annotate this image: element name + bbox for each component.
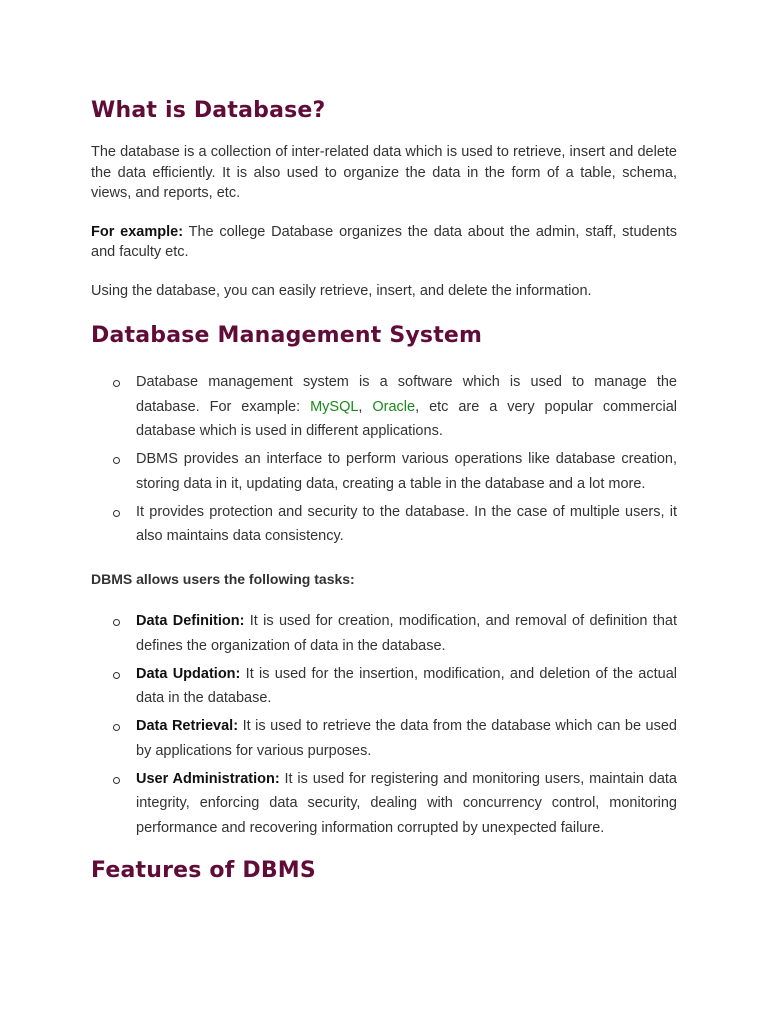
task-text: It is used to retrieve the data from the database which can be used by applications for various purposes.	[136, 718, 677, 759]
usage-paragraph: Using the database, you can easily retrieve, insert, and delete the information.	[91, 282, 592, 299]
list-item	[91, 370, 677, 444]
list-item	[91, 500, 677, 549]
circle-bullet-icon	[113, 457, 120, 464]
list-item-text: It provides protection and security to the database. In the case of multiple users, it also maintains data consistency.	[136, 503, 677, 544]
dbms-tasks-list	[91, 609, 677, 840]
task-label: Data Updation:	[136, 665, 241, 682]
dbms-description-list	[91, 370, 677, 549]
circle-bullet-icon	[113, 619, 120, 626]
circle-bullet-icon	[113, 510, 120, 517]
circle-bullet-icon	[113, 380, 120, 387]
tasks-title: DBMS allows users the following tasks:	[91, 570, 355, 587]
document-content	[91, 96, 677, 886]
circle-bullet-icon	[113, 777, 120, 784]
heading-dbms: Database Management System	[91, 323, 483, 348]
list-item-comma: ,	[358, 398, 373, 415]
example-label: For example:	[91, 223, 184, 240]
task-text: It is used for the insertion, modification, and deletion of the actual data in the database.	[136, 665, 678, 706]
oracle-link[interactable]: Oracle	[372, 398, 416, 415]
circle-bullet-icon	[113, 724, 120, 731]
list-item-text: Database management system is a software which is used to manage the database. For example:	[136, 374, 677, 415]
task-item-data-definition	[91, 609, 677, 658]
task-item-user-administration	[91, 767, 677, 841]
list-item-text-end: , etc are a very popular commercial database which is used in different applications.	[136, 398, 677, 439]
heading-features-of-dbms: Features of DBMS	[91, 858, 316, 883]
circle-bullet-icon	[113, 672, 120, 679]
task-text: It is used for registering and monitoring users, maintain data integrity, enforcing data security, dealing with concurrency control, monitoring performance and recovering information corrupted by unexpected failure.	[136, 770, 677, 836]
task-item-data-retrieval	[91, 714, 677, 763]
heading-what-is-database: What is Database?	[91, 98, 326, 123]
list-item-text: DBMS provides an interface to perform various operations like database creation, storing data in it, updating data, creating a table in the database and a lot more.	[136, 451, 677, 492]
task-text: It is used for creation, modification, and removal of definition that defines the organization of data in the database.	[136, 613, 677, 654]
list-item	[91, 447, 677, 496]
example-text: The college Database organizes the data about the admin, staff, students and faculty etc.	[91, 223, 677, 260]
task-label: Data Retrieval:	[136, 718, 239, 734]
database-definition-paragraph: The database is a collection of inter-related data which is used to retrieve, insert and delete the data efficiently. It is also used to organize the data in the form of a table, schema, views, and reports, etc.	[91, 144, 677, 201]
task-label: User Administration:	[136, 770, 280, 787]
task-label: Data Definition:	[136, 613, 245, 629]
task-item-data-updation	[91, 662, 677, 711]
example-paragraph	[91, 222, 677, 263]
mysql-link[interactable]: MySQL	[310, 398, 359, 415]
